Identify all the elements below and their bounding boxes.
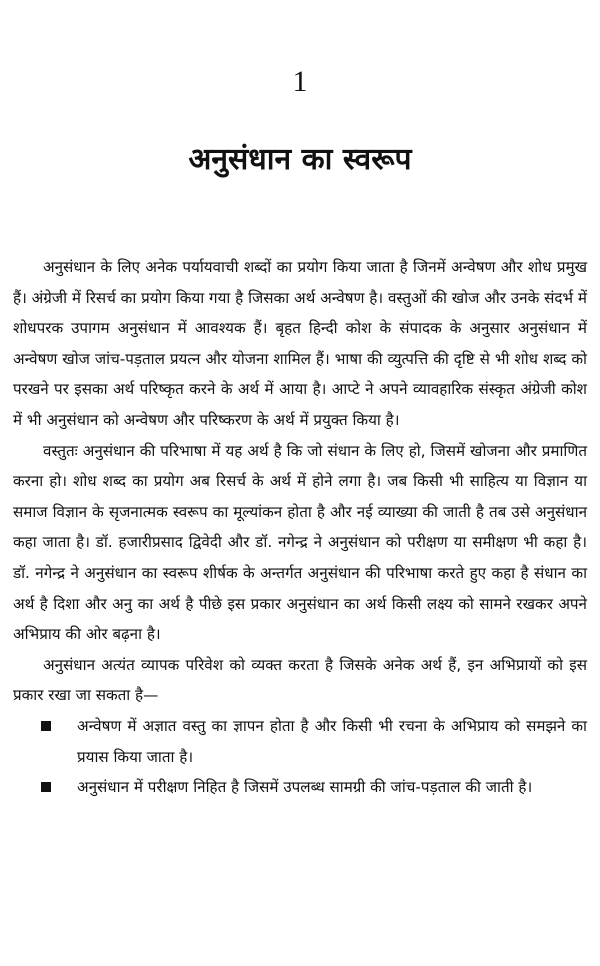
square-bullet-icon: [41, 782, 51, 792]
paragraph: वस्तुतः अनुसंधान की परिभाषा में यह अर्थ है कि जो संधान के लिए हो, जिसमें खोजना और प्रमाणित करना हो। शोध शब्द का प्रयोग अब रिसर्च के अर्थ में होने लगा है। जब किसी भी साहित्य या विज्ञान या समाज विज्ञान के सृजनात्मक स्वरूप का मूल्यांकन होता है और नई व्याख्या की जाती है तब उसे अनुसंधान कहा जाता है। डॉ. हजारीप्रसाद द्विवेदी और डॉ. नगेन्द्र ने अनुसंधान को परीक्षण या समीक्षण भी कहा है। डॉ. नगेन्द्र ने अनुसंधान का स्वरूप शीर्षक के अन्तर्गत अनुसंधान की परिभाषा करते हुए कहा है संधान का अर्थ है दिशा और अनु का अर्थ है पीछे इस प्रकार अनुसंधान का अर्थ किसी लक्ष्य को सामने रखकर अपने अभिप्राय की ओर बढ़ना है।: [13, 441, 587, 644]
chapter-number: 1: [292, 65, 308, 98]
square-bullet-icon: [41, 721, 51, 731]
paragraph: अनुसंधान अत्यंत व्यापक परिवेश को व्यक्त करता है जिसके अनेक अर्थ हैं, इन अभिप्रायों को इस प्रकार रखा जा सकता है—: [13, 655, 587, 705]
list-item: [13, 772, 587, 803]
paragraph: अनुसंधान के लिए अनेक पर्यायवाची शब्दों का प्रयोग किया जाता है जिनमें अन्वेषण और शोध प्रमुख हैं। अंग्रेजी में रिसर्च का प्रयोग किया गया है जिसका अर्थ अन्वेषण है। वस्तुओं की खोज और उनके संदर्भ में शोधपरक उपागम अनुसंधान में आवश्यक हैं। बृहत हिन्दी कोश के संपादक के अनुसार अनुसंधान में अन्वेषण खोज जांच-पड़ताल प्रयत्न और योजना शामिल हैं। भाषा की व्युत्पत्ति की दृष्टि से भी शोध शब्द को परखने पर इसका अर्थ परिष्कृत करने के अर्थ में आया है। आप्टे ने अपने व्यावहारिक संस्कृत अंग्रेजी कोश में भी अनुसंधान को अन्वेषण और परिष्करण के अर्थ में प्रयुक्त किया है।: [13, 258, 587, 429]
list-item: [13, 711, 587, 772]
list-item-text: अन्वेषण में अज्ञात वस्तु का ज्ञापन होता है और किसी भी रचना के अभिप्राय को समझने का प्रयास किया जाता है।: [77, 716, 587, 766]
list-item-text: अनुसंधान में परीक्षण निहित है जिसमें उपलब्ध सामग्री की जांच-पड़ताल की जाती है।: [77, 778, 533, 797]
chapter-title: अनुसंधान का स्वरूप: [188, 142, 412, 177]
chapter-body: [13, 252, 587, 803]
bullet-list: [13, 711, 587, 803]
